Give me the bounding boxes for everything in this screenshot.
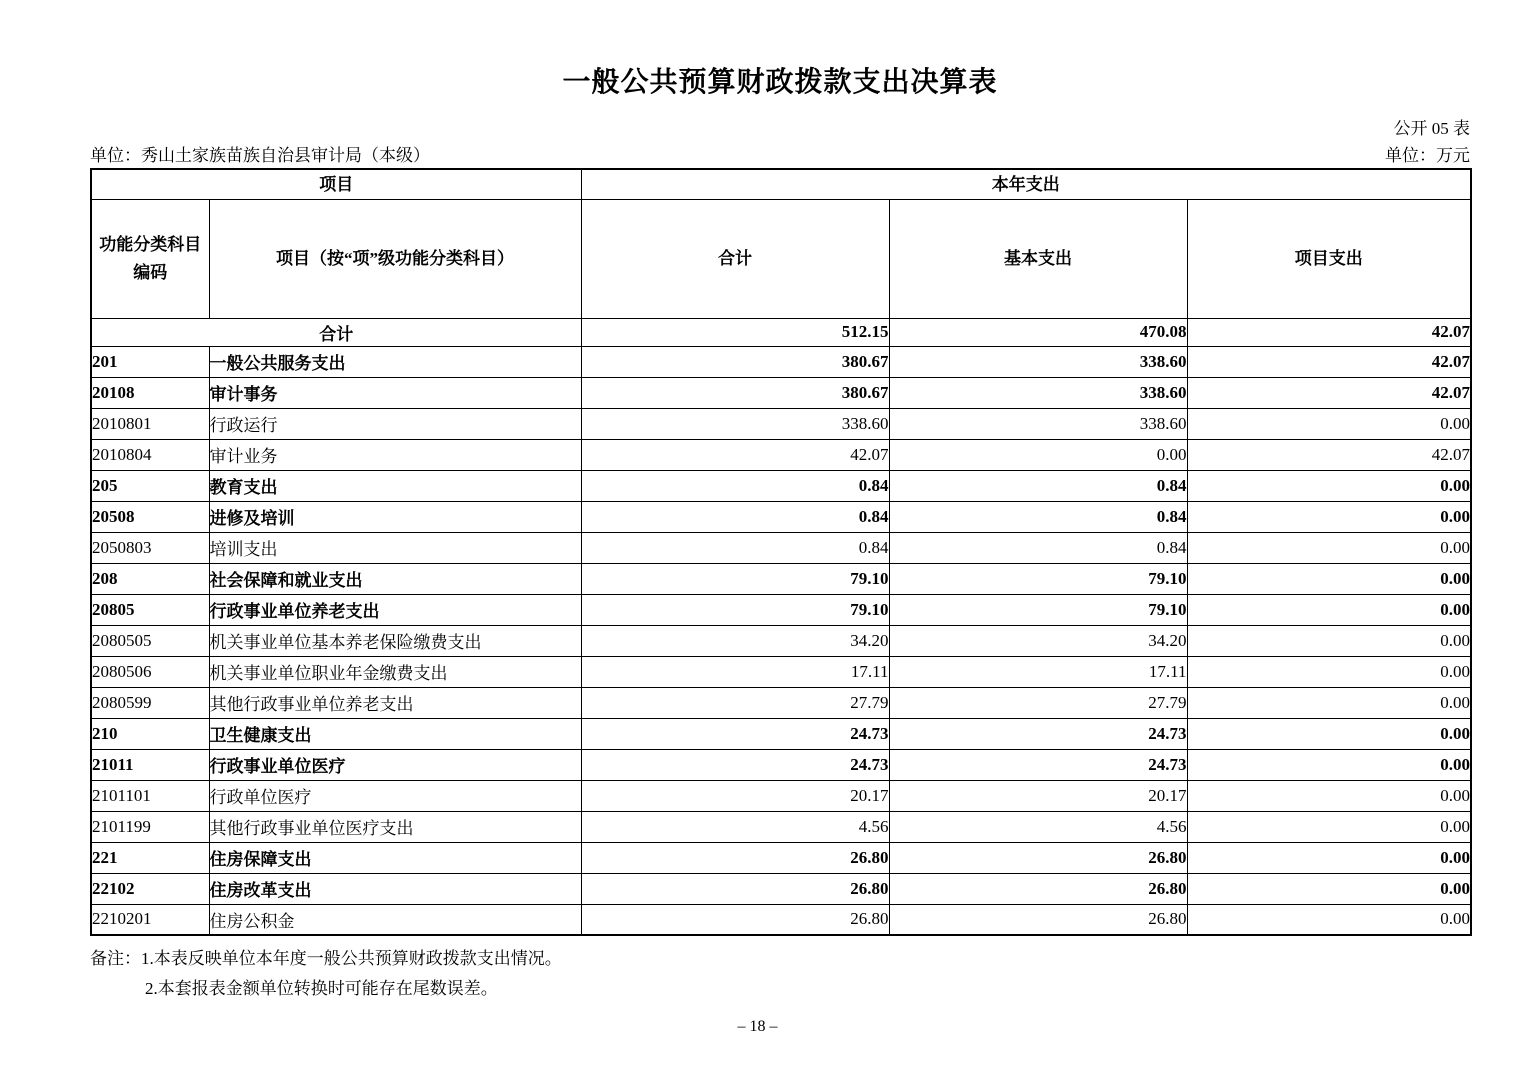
- table-row: [91, 656, 1471, 687]
- row-basic: 26.80: [889, 873, 1187, 904]
- table-row: [91, 408, 1471, 439]
- row-basic: 27.79: [889, 687, 1187, 718]
- table-row: [91, 594, 1471, 625]
- row-total: 20.17: [581, 780, 889, 811]
- footnotes: [90, 944, 1470, 1004]
- row-code: 2080599: [91, 687, 209, 718]
- grand-total-row: [91, 318, 1471, 346]
- table-row: [91, 563, 1471, 594]
- row-basic: 34.20: [889, 625, 1187, 656]
- row-basic: 0.84: [889, 501, 1187, 532]
- table-row: [91, 904, 1471, 935]
- table-row: [91, 811, 1471, 842]
- row-project: 42.07: [1187, 377, 1471, 408]
- row-total: 26.80: [581, 873, 889, 904]
- row-name: 住房保障支出: [209, 842, 581, 873]
- row-code: 2101199: [91, 811, 209, 842]
- grand-total-total: 512.15: [581, 318, 889, 346]
- row-name: 行政单位医疗: [209, 780, 581, 811]
- header-code-line2: 编码: [133, 262, 168, 282]
- row-project: 0.00: [1187, 687, 1471, 718]
- header-group-current-year: 本年支出: [581, 169, 1471, 199]
- row-total: 4.56: [581, 811, 889, 842]
- row-code: 2080506: [91, 656, 209, 687]
- grand-total-project: 42.07: [1187, 318, 1471, 346]
- row-project: 0.00: [1187, 780, 1471, 811]
- table-row: [91, 501, 1471, 532]
- row-basic: 0.84: [889, 532, 1187, 563]
- row-basic: 338.60: [889, 346, 1187, 377]
- header-basic-column: 基本支出: [889, 199, 1187, 318]
- row-code: 221: [91, 842, 209, 873]
- row-code: 21011: [91, 749, 209, 780]
- table-row: [91, 749, 1471, 780]
- table-row: [91, 842, 1471, 873]
- row-basic: 17.11: [889, 656, 1187, 687]
- header-code-line1: 功能分类科目: [99, 235, 202, 255]
- row-project: 0.00: [1187, 842, 1471, 873]
- row-project: 0.00: [1187, 749, 1471, 780]
- row-project: 0.00: [1187, 408, 1471, 439]
- header-code-column: [91, 199, 209, 318]
- row-code: 2010801: [91, 408, 209, 439]
- header-group-project: 项目: [91, 169, 581, 199]
- row-project: 0.00: [1187, 656, 1471, 687]
- table-row: [91, 470, 1471, 501]
- row-project: 42.07: [1187, 439, 1471, 470]
- row-basic: 24.73: [889, 718, 1187, 749]
- row-name: 进修及培训: [209, 501, 581, 532]
- expenditure-table: [90, 168, 1472, 936]
- footnote-line-1: 备注：1.本表反映单位本年度一般公共预算财政拨款支出情况。: [90, 949, 562, 968]
- row-name: 行政事业单位养老支出: [209, 594, 581, 625]
- row-basic: 26.80: [889, 904, 1187, 935]
- row-basic: 24.73: [889, 749, 1187, 780]
- row-project: 0.00: [1187, 532, 1471, 563]
- table-row: [91, 532, 1471, 563]
- row-basic: 26.80: [889, 842, 1187, 873]
- row-total: 79.10: [581, 594, 889, 625]
- row-name: 教育支出: [209, 470, 581, 501]
- row-total: 27.79: [581, 687, 889, 718]
- row-total: 24.73: [581, 718, 889, 749]
- row-total: 17.11: [581, 656, 889, 687]
- header-project-column: 项目支出: [1187, 199, 1471, 318]
- row-name: 社会保障和就业支出: [209, 563, 581, 594]
- row-name: 其他行政事业单位养老支出: [209, 687, 581, 718]
- table-row: [91, 873, 1471, 904]
- row-project: 0.00: [1187, 718, 1471, 749]
- table-row: [91, 346, 1471, 377]
- row-basic: 79.10: [889, 594, 1187, 625]
- table-header-group-row: [91, 169, 1471, 199]
- row-basic: 338.60: [889, 408, 1187, 439]
- row-name: 其他行政事业单位医疗支出: [209, 811, 581, 842]
- table-header-columns-row: [91, 199, 1471, 318]
- page-title: 一般公共预算财政拨款支出决算表: [562, 67, 998, 98]
- table-row: [91, 780, 1471, 811]
- row-basic: 0.84: [889, 470, 1187, 501]
- grand-total-label: 合计: [91, 318, 581, 346]
- row-basic: 20.17: [889, 780, 1187, 811]
- row-total: 380.67: [581, 377, 889, 408]
- row-total: 24.73: [581, 749, 889, 780]
- row-name: 行政运行: [209, 408, 581, 439]
- row-name: 机关事业单位职业年金缴费支出: [209, 656, 581, 687]
- row-name: 住房公积金: [209, 904, 581, 935]
- row-project: 0.00: [1187, 563, 1471, 594]
- form-number-label: 公开 05 表: [1393, 119, 1470, 138]
- row-basic: 338.60: [889, 377, 1187, 408]
- page-number: – 18 –: [737, 1018, 778, 1035]
- row-total: 338.60: [581, 408, 889, 439]
- row-code: 2010804: [91, 439, 209, 470]
- row-total: 380.67: [581, 346, 889, 377]
- footnote-line-2: 2.本套报表金额单位转换时可能存在尾数误差。: [145, 979, 498, 998]
- meta-line: [90, 144, 1470, 168]
- row-name: 审计事务: [209, 377, 581, 408]
- document-content: [90, 0, 1470, 1004]
- row-code: 201: [91, 346, 209, 377]
- row-project: 0.00: [1187, 501, 1471, 532]
- row-code: 20805: [91, 594, 209, 625]
- row-code: 210: [91, 718, 209, 749]
- table-row: [91, 377, 1471, 408]
- row-code: 20508: [91, 501, 209, 532]
- header-total-column: 合计: [581, 199, 889, 318]
- row-project: 0.00: [1187, 625, 1471, 656]
- row-code: 208: [91, 563, 209, 594]
- row-code: 2210201: [91, 904, 209, 935]
- row-name: 行政事业单位医疗: [209, 749, 581, 780]
- reporting-unit-label: 单位：秀山土家族苗族自治县审计局（本级）: [90, 146, 430, 165]
- row-basic: 0.00: [889, 439, 1187, 470]
- row-name: 机关事业单位基本养老保险缴费支出: [209, 625, 581, 656]
- table-row: [91, 718, 1471, 749]
- table-row: [91, 625, 1471, 656]
- row-code: 2101101: [91, 780, 209, 811]
- row-total: 26.80: [581, 842, 889, 873]
- row-name: 审计业务: [209, 439, 581, 470]
- row-code: 20108: [91, 377, 209, 408]
- row-project: 0.00: [1187, 594, 1471, 625]
- row-project: 0.00: [1187, 873, 1471, 904]
- row-name: 培训支出: [209, 532, 581, 563]
- grand-total-basic: 470.08: [889, 318, 1187, 346]
- header-item-column: 项目（按“项”级功能分类科目）: [209, 199, 581, 318]
- row-total: 79.10: [581, 563, 889, 594]
- row-total: 34.20: [581, 625, 889, 656]
- row-total: 0.84: [581, 532, 889, 563]
- row-name: 住房改革支出: [209, 873, 581, 904]
- table-row: [91, 439, 1471, 470]
- row-basic: 79.10: [889, 563, 1187, 594]
- row-total: 0.84: [581, 470, 889, 501]
- row-code: 205: [91, 470, 209, 501]
- row-total: 0.84: [581, 501, 889, 532]
- row-project: 0.00: [1187, 904, 1471, 935]
- row-total: 26.80: [581, 904, 889, 935]
- row-name: 卫生健康支出: [209, 718, 581, 749]
- table-body: [91, 318, 1471, 935]
- table-row: [91, 687, 1471, 718]
- row-basic: 4.56: [889, 811, 1187, 842]
- row-code: 22102: [91, 873, 209, 904]
- row-code: 2050803: [91, 532, 209, 563]
- row-code: 2080505: [91, 625, 209, 656]
- currency-unit-label: 单位：万元: [1385, 146, 1470, 165]
- row-name: 一般公共服务支出: [209, 346, 581, 377]
- row-total: 42.07: [581, 439, 889, 470]
- row-project: 42.07: [1187, 346, 1471, 377]
- row-project: 0.00: [1187, 470, 1471, 501]
- row-project: 0.00: [1187, 811, 1471, 842]
